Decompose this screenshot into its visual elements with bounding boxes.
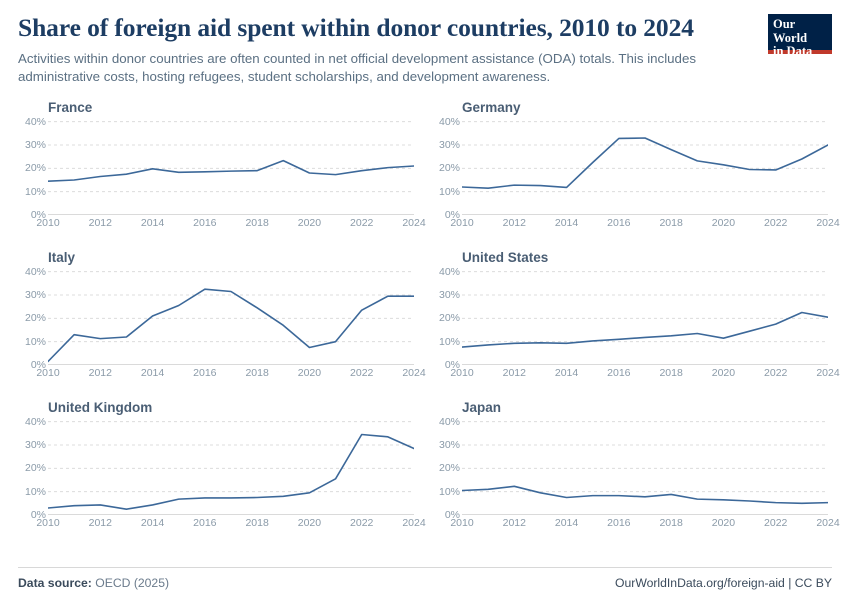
data-source-label: Data source: bbox=[18, 576, 92, 590]
y-tick-label: 20% bbox=[24, 312, 46, 325]
y-tick-label: 10% bbox=[438, 335, 460, 348]
y-tick-label: 0% bbox=[30, 508, 46, 521]
y-tick-label: 30% bbox=[438, 288, 460, 301]
y-axis-labels bbox=[432, 415, 460, 521]
y-tick-label: 20% bbox=[438, 162, 460, 175]
x-tick-label: 2010 bbox=[36, 516, 60, 529]
x-tick-label: 2018 bbox=[659, 516, 683, 529]
x-tick-label: 2016 bbox=[607, 366, 631, 379]
y-tick-label: 30% bbox=[438, 438, 460, 451]
x-axis-labels bbox=[450, 516, 840, 535]
x-tick-label: 2010 bbox=[36, 366, 60, 379]
x-tick-label: 2012 bbox=[502, 216, 526, 229]
y-tick-label: 20% bbox=[24, 162, 46, 175]
x-tick-label: 2022 bbox=[764, 216, 788, 229]
y-tick-label: 10% bbox=[24, 185, 46, 198]
y-tick-label: 20% bbox=[24, 462, 46, 475]
x-axis-labels bbox=[36, 516, 426, 535]
x-tick-label: 2012 bbox=[502, 366, 526, 379]
x-tick-label: 2024 bbox=[816, 516, 840, 529]
plot-area bbox=[48, 117, 414, 215]
x-tick-label: 2020 bbox=[711, 516, 736, 529]
line-chart-svg bbox=[462, 417, 828, 515]
x-axis-labels bbox=[36, 216, 426, 235]
data-source bbox=[18, 576, 169, 590]
panel-title: France bbox=[48, 99, 93, 115]
x-tick-label: 2014 bbox=[140, 216, 165, 229]
y-tick-label: 30% bbox=[24, 438, 46, 451]
x-tick-label: 2012 bbox=[88, 216, 112, 229]
x-tick-label: 2018 bbox=[245, 516, 269, 529]
plot-area bbox=[48, 417, 414, 515]
x-tick-label: 2016 bbox=[607, 516, 631, 529]
panel-japan bbox=[432, 399, 840, 550]
panel-france bbox=[18, 99, 426, 250]
attribution[interactable]: OurWorldInData.org/foreign-aid | CC BY bbox=[615, 576, 832, 590]
x-tick-label: 2010 bbox=[450, 366, 474, 379]
x-tick-label: 2024 bbox=[816, 366, 840, 379]
panel-title: Italy bbox=[48, 249, 76, 265]
y-tick-label: 0% bbox=[30, 208, 46, 221]
x-tick-label: 2014 bbox=[554, 516, 579, 529]
x-tick-label: 2018 bbox=[659, 216, 683, 229]
plot-area bbox=[48, 267, 414, 365]
y-axis-labels bbox=[432, 265, 460, 371]
line-chart-svg bbox=[462, 267, 828, 365]
x-tick-label: 2010 bbox=[36, 216, 60, 229]
x-tick-label: 2016 bbox=[193, 516, 217, 529]
panel-united-kingdom bbox=[18, 399, 426, 550]
y-tick-label: 0% bbox=[444, 508, 460, 521]
y-tick-label: 10% bbox=[24, 485, 46, 498]
x-tick-label: 2012 bbox=[88, 516, 112, 529]
y-tick-label: 40% bbox=[24, 265, 46, 278]
y-tick-label: 40% bbox=[24, 415, 46, 428]
x-tick-label: 2024 bbox=[402, 516, 426, 529]
x-tick-label: 2014 bbox=[140, 516, 165, 529]
y-tick-label: 40% bbox=[438, 415, 460, 428]
line-chart-svg bbox=[48, 417, 414, 515]
plot-area bbox=[462, 417, 828, 515]
x-tick-label: 2024 bbox=[402, 366, 426, 379]
chart-header bbox=[18, 14, 832, 86]
x-tick-label: 2022 bbox=[350, 366, 374, 379]
y-axis-labels bbox=[18, 115, 46, 221]
x-tick-label: 2012 bbox=[502, 516, 526, 529]
x-tick-label: 2020 bbox=[297, 516, 322, 529]
panel-germany bbox=[432, 99, 840, 250]
page-subtitle: Activities within donor countries are often counted in net official development assistance (ODA) totals. This includes administrative costs, hosting refugees, student scholarships, and development awareness. bbox=[18, 51, 696, 84]
x-tick-label: 2016 bbox=[607, 216, 631, 229]
x-tick-label: 2018 bbox=[659, 366, 683, 379]
y-tick-label: 10% bbox=[438, 485, 460, 498]
x-axis-labels bbox=[450, 366, 840, 385]
x-tick-label: 2024 bbox=[816, 216, 840, 229]
logo-line-2: in Data bbox=[773, 44, 813, 58]
x-tick-label: 2012 bbox=[88, 366, 112, 379]
y-tick-label: 10% bbox=[24, 335, 46, 348]
x-tick-label: 2014 bbox=[554, 216, 579, 229]
x-tick-label: 2022 bbox=[764, 366, 788, 379]
x-tick-label: 2020 bbox=[297, 366, 322, 379]
panel-title: United Kingdom bbox=[48, 399, 153, 415]
page-title: Share of foreign aid spent within donor countries, 2010 to 2024 bbox=[18, 13, 694, 42]
panel-title: United States bbox=[462, 249, 549, 265]
line-chart-svg bbox=[48, 267, 414, 365]
y-tick-label: 0% bbox=[444, 358, 460, 371]
x-axis-labels bbox=[450, 216, 840, 235]
panel-united-states bbox=[432, 249, 840, 400]
y-axis-labels bbox=[18, 265, 46, 371]
owid-logo[interactable] bbox=[768, 14, 832, 58]
small-multiples-grid bbox=[18, 99, 840, 550]
line-chart-svg bbox=[462, 117, 828, 215]
x-tick-label: 2018 bbox=[245, 366, 269, 379]
y-tick-label: 30% bbox=[438, 138, 460, 151]
x-tick-label: 2022 bbox=[764, 516, 788, 529]
y-tick-label: 40% bbox=[438, 115, 460, 128]
chart-footer bbox=[18, 567, 832, 590]
y-tick-label: 40% bbox=[438, 265, 460, 278]
y-tick-label: 30% bbox=[24, 138, 46, 151]
x-tick-label: 2020 bbox=[711, 366, 736, 379]
x-tick-label: 2022 bbox=[350, 516, 374, 529]
plot-area bbox=[462, 267, 828, 365]
y-tick-label: 20% bbox=[438, 462, 460, 475]
x-tick-label: 2014 bbox=[554, 366, 579, 379]
x-axis-labels bbox=[36, 366, 426, 385]
x-tick-label: 2016 bbox=[193, 366, 217, 379]
line-chart-svg bbox=[48, 117, 414, 215]
data-source-value: OECD (2025) bbox=[95, 576, 170, 590]
y-tick-label: 40% bbox=[24, 115, 46, 128]
logo-line-1: Our World bbox=[773, 17, 808, 45]
x-tick-label: 2014 bbox=[140, 366, 165, 379]
x-tick-label: 2020 bbox=[297, 216, 322, 229]
y-axis-labels bbox=[432, 115, 460, 221]
y-tick-label: 20% bbox=[438, 312, 460, 325]
y-tick-label: 0% bbox=[444, 208, 460, 221]
x-tick-label: 2010 bbox=[450, 516, 474, 529]
x-tick-label: 2010 bbox=[450, 216, 474, 229]
x-tick-label: 2022 bbox=[350, 216, 374, 229]
x-tick-label: 2018 bbox=[245, 216, 269, 229]
x-tick-label: 2020 bbox=[711, 216, 736, 229]
y-tick-label: 0% bbox=[30, 358, 46, 371]
x-tick-label: 2024 bbox=[402, 216, 426, 229]
x-tick-label: 2016 bbox=[193, 216, 217, 229]
plot-area bbox=[462, 117, 828, 215]
panel-title: Germany bbox=[462, 99, 521, 115]
y-tick-label: 10% bbox=[438, 185, 460, 198]
panel-italy bbox=[18, 249, 426, 400]
y-tick-label: 30% bbox=[24, 288, 46, 301]
y-axis-labels bbox=[18, 415, 46, 521]
panel-title: Japan bbox=[462, 399, 502, 415]
